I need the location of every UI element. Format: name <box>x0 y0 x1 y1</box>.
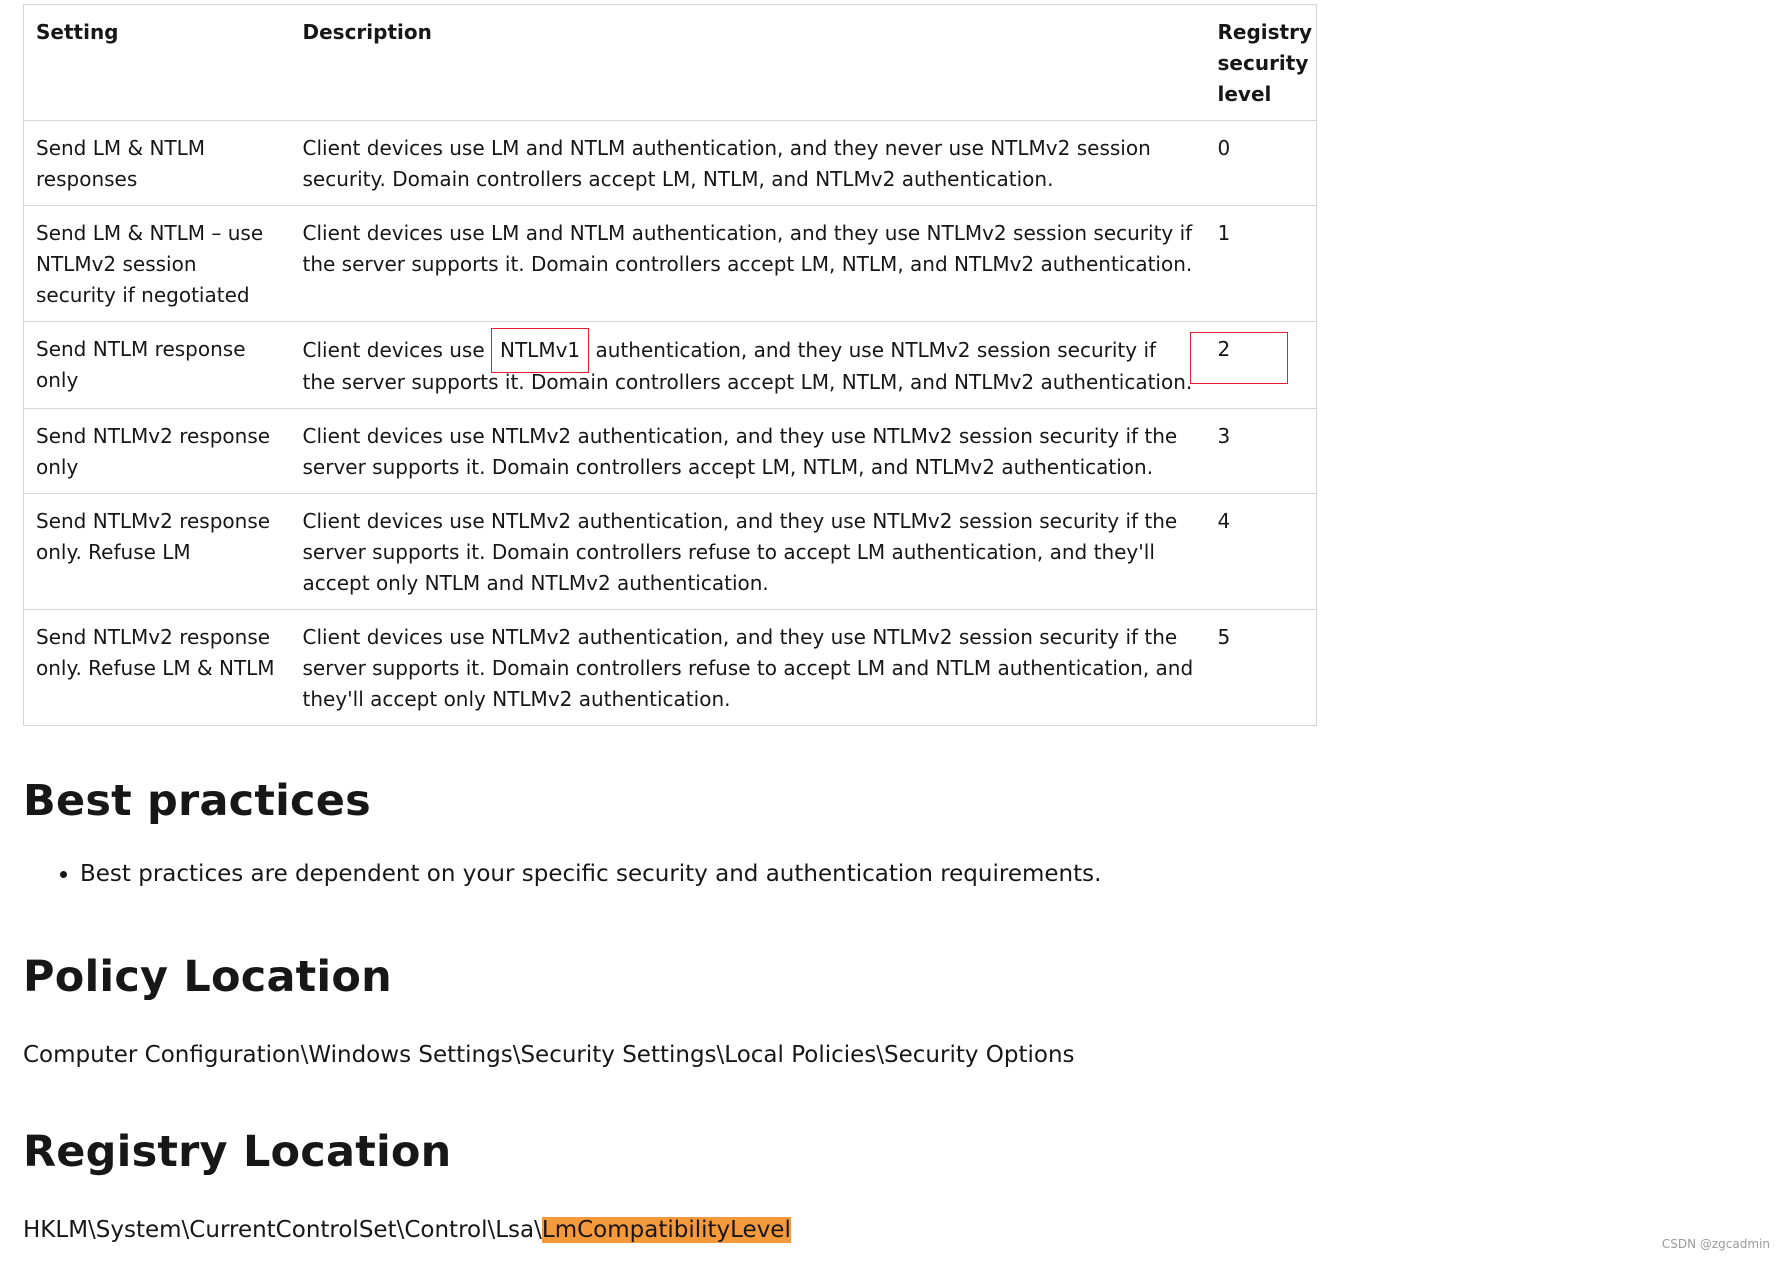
header-registry-level: Registry security level <box>1217 20 1313 106</box>
row-setting: Send NTLM response only <box>24 322 291 409</box>
table-row <box>24 409 1317 494</box>
row-level: 2 <box>1217 337 1231 361</box>
row-setting: Send NTLMv2 response only. Refuse LM <box>24 494 291 610</box>
description-text-after: authentication, and they use NTLMv2 session security if the server supports it. Domain controllers accept LM, NTLM, and NTLMv2 authentication. <box>302 338 1193 394</box>
row-description: Client devices use LM and NTLM authentication, and they never use NTLMv2 session security. Domain controllers accept LM, NTLM, and NTLMv2 authentication. <box>291 121 1206 206</box>
row-setting: Send NTLMv2 response only <box>24 409 291 494</box>
table-header-row <box>24 5 1317 121</box>
row-level: 3 <box>1206 409 1317 494</box>
registry-location-heading: Registry Location <box>23 1127 452 1177</box>
watermark: CSDN @zgcadmin <box>1661 1237 1770 1251</box>
row-level: 5 <box>1206 610 1317 726</box>
registry-value-highlight: LmCompatibilityLevel <box>541 1217 791 1243</box>
row-level: 1 <box>1206 206 1317 322</box>
header-description: Description <box>302 20 432 44</box>
registry-location-path <box>23 1213 1763 1247</box>
table-row <box>24 494 1317 610</box>
row-description <box>291 322 1206 409</box>
description-text-before: Client devices use <box>302 338 491 362</box>
list-item: • Best practices are dependent on your specific security and authentication requirements. <box>80 859 1763 889</box>
table-row <box>24 610 1317 726</box>
document-page <box>23 4 1763 1247</box>
level-annotation-box <box>1190 332 1288 384</box>
row-setting: Send LM & NTLM – use NTLMv2 session security if negotiated <box>24 206 291 322</box>
row-description: Client devices use NTLMv2 authentication, and they use NTLMv2 session security if the server supports it. Domain controllers refuse to accept LM and NTLM authentication, and they'll accept only NTLMv2 authentication. <box>291 610 1206 726</box>
ntlmv1-annotation-box: NTLMv1 <box>491 328 589 373</box>
row-setting: Send LM & NTLM responses <box>24 121 291 206</box>
row-level: 4 <box>1206 494 1317 610</box>
row-level: 0 <box>1206 121 1317 206</box>
row-description: Client devices use LM and NTLM authentication, and they use NTLMv2 session security if the server supports it. Domain controllers accept LM, NTLM, and NTLMv2 authentication. <box>291 206 1206 322</box>
best-practices-heading: Best practices <box>23 776 371 826</box>
row-description: Client devices use NTLMv2 authentication, and they use NTLMv2 session security if the server supports it. Domain controllers refuse to accept LM authentication, and they'll accept only NTLM and NTLMv2 authentication. <box>291 494 1206 610</box>
table-row <box>24 206 1317 322</box>
policy-location-path: Computer Configuration\Windows Settings\Security Settings\Local Policies\Security Options <box>23 1042 1075 1068</box>
row-description: Client devices use NTLMv2 authentication, and they use NTLMv2 session security if the server supports it. Domain controllers accept LM, NTLM, and NTLMv2 authentication. <box>291 409 1206 494</box>
table-row <box>24 121 1317 206</box>
row-level-cell <box>1206 322 1317 409</box>
registry-path-prefix: HKLM\System\CurrentControlSet\Control\Lsa\ <box>23 1217 542 1243</box>
row-setting: Send NTLMv2 response only. Refuse LM & NTLM <box>24 610 291 726</box>
settings-table <box>23 4 1317 726</box>
table-row <box>24 322 1317 409</box>
header-setting: Setting <box>36 20 119 44</box>
best-practices-list <box>23 859 1763 889</box>
policy-location-heading: Policy Location <box>23 952 392 1002</box>
